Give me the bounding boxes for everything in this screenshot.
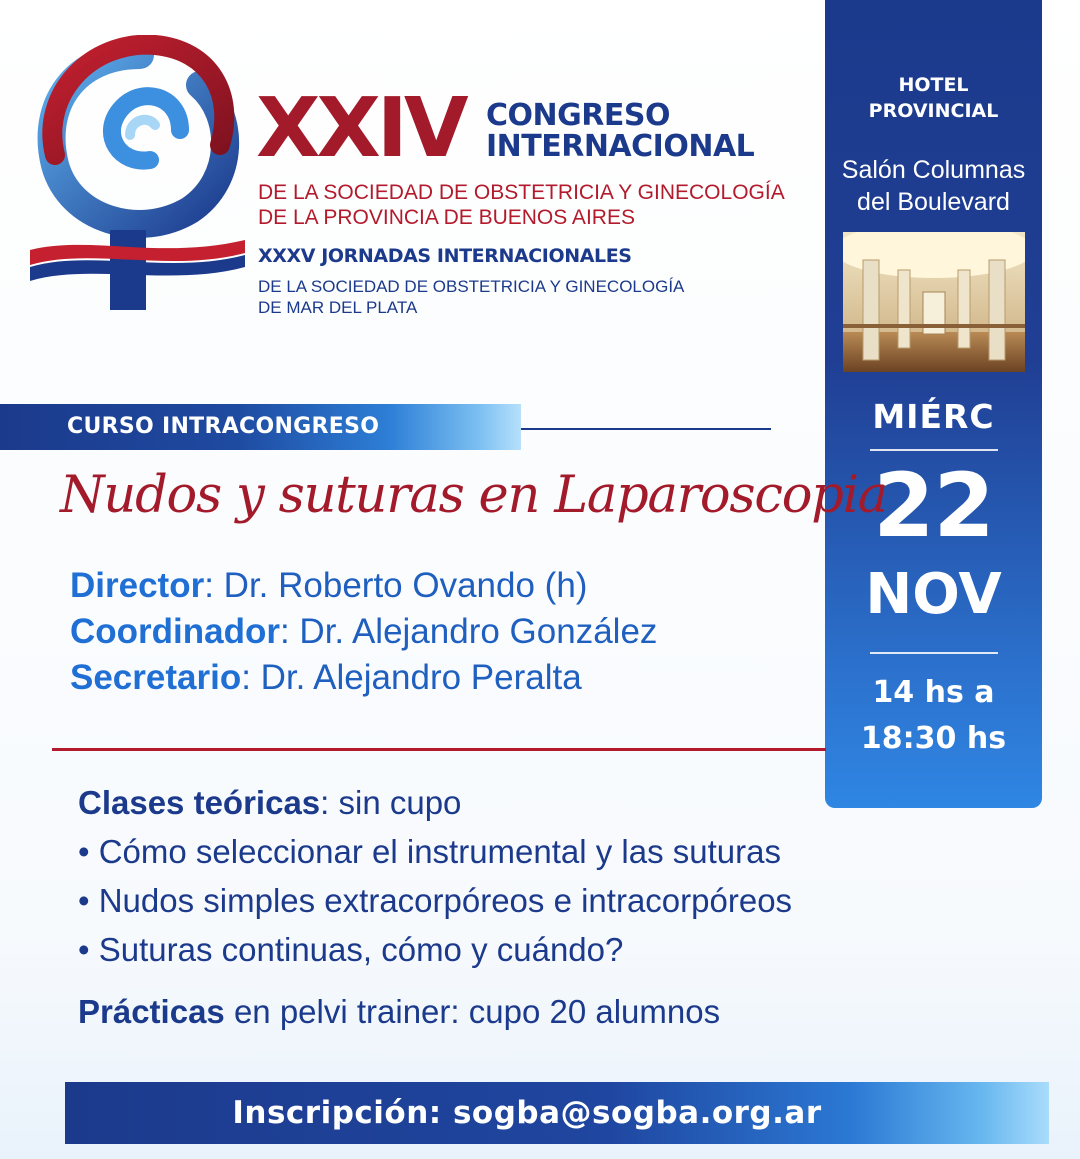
- staff-role: Secretario: [70, 658, 242, 697]
- classes-section: [78, 778, 792, 974]
- practicas-section: [78, 993, 720, 1031]
- venue-room: [825, 154, 1042, 218]
- class-item: • Nudos simples extracorpóreos e intracorpóreos: [78, 882, 793, 919]
- staff-name: : Dr. Alejandro González: [279, 612, 658, 651]
- congress-title: [486, 100, 754, 162]
- staff-role: Director: [70, 566, 205, 605]
- panel-divider-top: [870, 449, 998, 451]
- event-month: NOV: [865, 562, 1002, 627]
- event-day-number: 22: [873, 454, 994, 557]
- class-item: • Cómo seleccionar el instrumental y las suturas: [78, 833, 782, 870]
- section-divider: [52, 748, 826, 751]
- course-label-rule: [521, 428, 771, 430]
- event-time: [825, 670, 1042, 762]
- panel-divider-bottom: [870, 652, 998, 654]
- registration-bar: [65, 1082, 1049, 1144]
- staff-name: : Dr. Roberto Ovando (h): [204, 566, 588, 605]
- course-label: CURSO INTRACONGRESO: [67, 414, 380, 439]
- hall-photo-icon: [843, 232, 1025, 372]
- congress-title-line2: INTERNACIONAL: [486, 129, 755, 164]
- society-name-line1: DE LA SOCIEDAD DE OBSTETRICIA Y GINECOLOGÍA: [258, 181, 785, 204]
- practicas-heading: Prácticas: [78, 993, 225, 1030]
- class-item: • Suturas continuas, cómo y cuándo?: [78, 931, 624, 968]
- staff-secretary: [70, 655, 657, 701]
- congress-number: XXIV: [256, 81, 465, 176]
- society2-name: [258, 276, 684, 318]
- classes-heading-suffix: : sin cupo: [320, 784, 462, 821]
- course-title: Nudos y suturas en Laparoscopia: [60, 466, 888, 525]
- classes-heading-label: Clases teóricas: [78, 784, 321, 821]
- society2-name-line1: DE LA SOCIEDAD DE OBSTETRICIA Y GINECOLOGÍA: [258, 277, 685, 296]
- venue-room-line1: Salón Columnas: [841, 156, 1026, 184]
- venue-room-line2: del Boulevard: [857, 188, 1010, 216]
- society2-name-line2: DE MAR DEL PLATA: [258, 298, 418, 317]
- jornadas-title: XXXV JORNADAS INTERNACIONALES: [258, 245, 632, 267]
- event-time-start: 14 hs a: [872, 675, 995, 710]
- classes-heading: [78, 778, 792, 827]
- registration-email[interactable]: Inscripción: sogba@sogba.org.ar: [232, 1095, 822, 1131]
- society-name-line2: DE LA PROVINCIA DE BUENOS AIRES: [258, 206, 635, 229]
- congress-logo-icon: [30, 35, 250, 315]
- event-weekday: MIÉRC: [872, 397, 995, 436]
- practicas-text: en pelvi trainer: cupo 20 alumnos: [224, 993, 721, 1030]
- hotel-name-line2: PROVINCIAL: [868, 100, 999, 122]
- staff-director: [70, 563, 657, 609]
- staff-coordinator: [70, 609, 657, 655]
- staff-role: Coordinador: [70, 612, 280, 651]
- hotel-name: [825, 72, 1042, 124]
- staff-name: : Dr. Alejandro Peralta: [241, 658, 582, 697]
- event-time-end: 18:30 hs: [860, 721, 1007, 756]
- society-name: [258, 180, 785, 230]
- course-staff: [70, 563, 657, 701]
- hotel-name-line1: HOTEL: [898, 74, 969, 96]
- event-info-panel: [825, 0, 1042, 808]
- congress-title-line1: CONGRESO: [486, 98, 670, 133]
